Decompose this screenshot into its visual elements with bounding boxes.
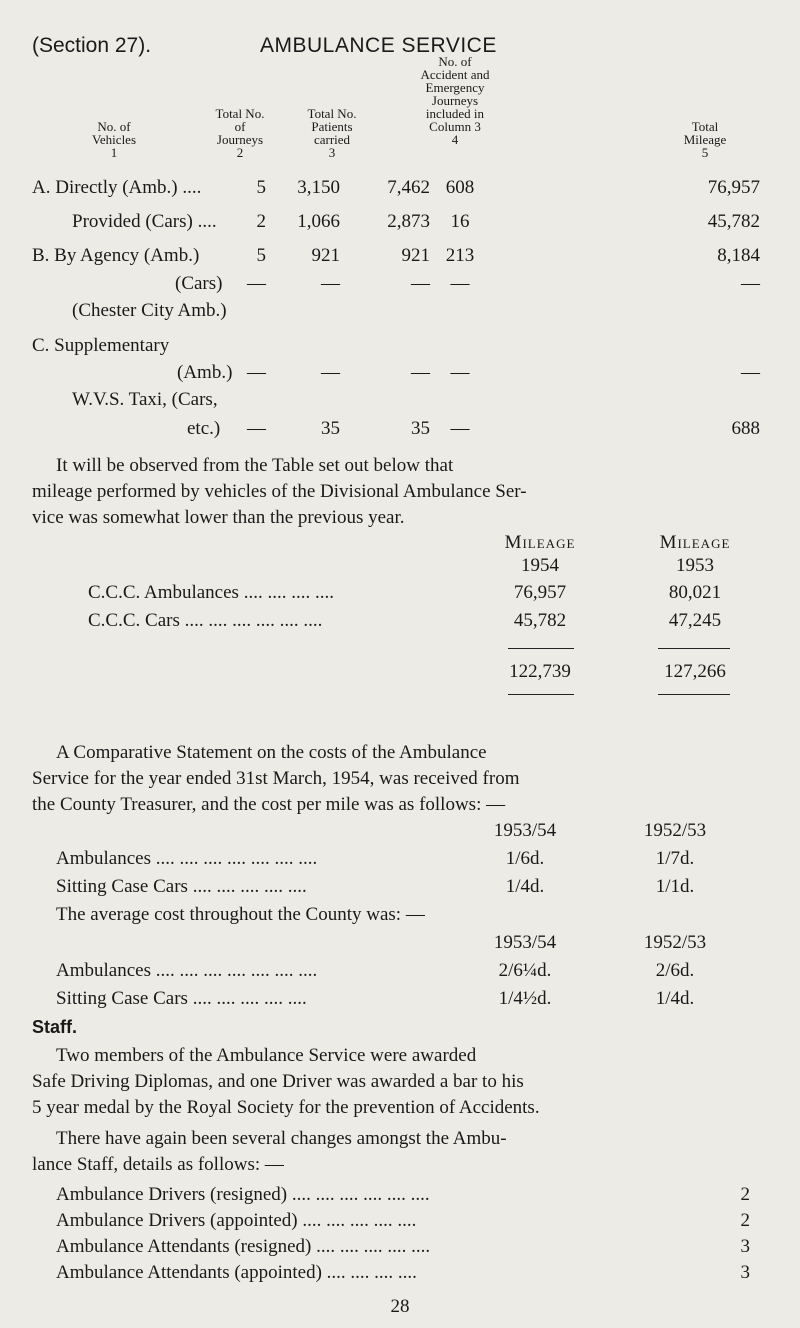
- table-row-label: (Amb.): [177, 362, 233, 383]
- table-cell: —: [247, 418, 266, 439]
- table-cell: 1/7d.: [655, 848, 695, 869]
- table-cell: 3,150: [297, 177, 340, 198]
- table-cell: —: [321, 362, 340, 383]
- table-cell: 1,066: [297, 211, 340, 232]
- table-cell: 16: [450, 211, 470, 232]
- paragraph-line: Service for the year ended 31st March, 1954, was received from: [32, 768, 520, 789]
- table-cell: —: [450, 418, 470, 439]
- table-row-label: B. By Agency (Amb.): [32, 245, 200, 266]
- table-cell: 8,184: [717, 245, 760, 266]
- table-row-label: (Cars): [175, 273, 223, 294]
- paragraph-line: vice was somewhat lower than the previous year.: [32, 507, 405, 528]
- table-cell: 45,782: [513, 610, 567, 631]
- table-cell: —: [450, 273, 470, 294]
- table-row-label: Sitting Case Cars .... .... .... .... ....: [56, 876, 307, 897]
- paragraph-line: A Comparative Statement on the costs of the Ambulance: [56, 742, 487, 763]
- col-header-accident-emergency: No. of Accident and Emergency Journeys included in Column 3 4: [420, 54, 490, 147]
- table-cell: 1/4d.: [505, 876, 545, 897]
- table-cell: 45,782: [707, 211, 760, 232]
- table-row-label: C.C.C. Ambulances .... .... .... ....: [88, 582, 334, 603]
- table-row-label: Ambulances .... .... .... .... .... .... ....: [56, 960, 318, 981]
- paragraph-line: the County Treasurer, and the cost per mile was as follows: —: [32, 794, 506, 815]
- table-cell: 213: [445, 245, 475, 266]
- table-cell: 35: [411, 418, 430, 439]
- table-cell: 921: [401, 245, 430, 266]
- table-cell: —: [411, 273, 430, 294]
- table-cell: —: [247, 273, 266, 294]
- average-cost-text: The average cost throughout the County was: —: [56, 904, 425, 925]
- table-cell: —: [741, 362, 760, 383]
- column-year: 1954: [521, 555, 559, 576]
- table-cell: 80,021: [668, 582, 722, 603]
- table-cell: 921: [311, 245, 340, 266]
- staff-heading: Staff.: [32, 1017, 77, 1037]
- list-item-count: 2: [740, 1184, 750, 1205]
- table-cell: —: [741, 273, 760, 294]
- table-row-label: A. Directly (Amb.) ....: [32, 177, 202, 198]
- list-item-label: Ambulance Attendants (resigned) .... .... .... .... ....: [56, 1236, 431, 1257]
- table-row-label: etc.): [187, 418, 221, 439]
- column-header: Mileage: [659, 532, 731, 553]
- column-year: 1952/53: [643, 932, 707, 953]
- table-cell: 1/1d.: [655, 876, 695, 897]
- column-year: 1953/54: [493, 932, 557, 953]
- list-item-count: 3: [740, 1236, 750, 1257]
- table-row-label: (Chester City Amb.): [72, 300, 227, 321]
- section-label: (Section 27).: [32, 34, 152, 57]
- table-row-label: C.C.C. Cars .... .... .... .... .... ....: [88, 610, 323, 631]
- paragraph-line: Safe Driving Diplomas, and one Driver was awarded a bar to his: [32, 1071, 524, 1092]
- column-year: 1953: [676, 555, 714, 576]
- paragraph-line: It will be observed from the Table set out below that: [56, 455, 454, 476]
- table-row-label: Provided (Cars) ....: [72, 211, 217, 232]
- table-cell: 1/4d.: [655, 988, 695, 1009]
- table-cell: 2,873: [387, 211, 430, 232]
- paragraph-line: There have again been several changes amongst the Ambu-: [56, 1128, 507, 1149]
- paragraph-line: 5 year medal by the Royal Society for the prevention of Accidents.: [32, 1097, 540, 1118]
- col-header-journeys: Total No. of Journeys 2: [215, 106, 265, 160]
- table-cell: 608: [445, 177, 475, 198]
- table-row-label: W.V.S. Taxi, (Cars,: [72, 389, 218, 410]
- list-item-label: Ambulance Drivers (appointed) .... .... .... .... ....: [56, 1210, 417, 1231]
- column-year: 1952/53: [643, 820, 707, 841]
- table-cell: 2: [256, 211, 266, 232]
- table-cell: 47,245: [668, 610, 722, 631]
- column-header: Mileage: [504, 532, 576, 553]
- table-row-label: Sitting Case Cars .... .... .... .... ....: [56, 988, 307, 1009]
- total-rule: [508, 648, 574, 649]
- paragraph-line: lance Staff, details as follows: —: [32, 1154, 284, 1175]
- list-item-label: Ambulance Attendants (appointed) .... .... .... ....: [56, 1262, 417, 1283]
- table-cell: 76,957: [513, 582, 567, 603]
- table-cell: 1/6d.: [505, 848, 545, 869]
- table-cell: —: [247, 362, 266, 383]
- table-row-label: Ambulances .... .... .... .... .... .... ....: [56, 848, 318, 869]
- total-rule: [658, 694, 730, 695]
- table-cell: 35: [321, 418, 340, 439]
- page-number: 28: [390, 1296, 410, 1317]
- table-row-label: C. Supplementary: [32, 335, 170, 356]
- total-cell: 127,266: [664, 661, 726, 682]
- table-cell: 2/6d.: [655, 960, 695, 981]
- table-cell: —: [450, 362, 470, 383]
- table-cell: 7,462: [387, 177, 430, 198]
- table-cell: 5: [256, 245, 266, 266]
- total-rule: [508, 694, 574, 695]
- col-header-mileage: Total Mileage 5: [683, 119, 727, 160]
- list-item-count: 3: [740, 1262, 750, 1283]
- table-cell: —: [411, 362, 430, 383]
- table-cell: 5: [256, 177, 266, 198]
- paragraph-line: Two members of the Ambulance Service were awarded: [56, 1045, 477, 1066]
- column-year: 1953/54: [493, 820, 557, 841]
- total-rule: [658, 648, 730, 649]
- table-cell: 76,957: [707, 177, 760, 198]
- table-cell: 688: [731, 418, 760, 439]
- list-item-label: Ambulance Drivers (resigned) .... .... .... .... .... ....: [56, 1184, 430, 1205]
- page-title: AMBULANCE SERVICE: [260, 34, 497, 57]
- table-cell: —: [321, 273, 340, 294]
- col-header-vehicles: No. of Vehicles 1: [91, 119, 137, 160]
- table-cell: 2/6¼d.: [498, 960, 552, 981]
- list-item-count: 2: [740, 1210, 750, 1231]
- table-cell: 1/4½d.: [498, 988, 552, 1009]
- col-header-patients: Total No. Patients carried 3: [307, 106, 357, 160]
- total-cell: 122,739: [509, 661, 571, 682]
- paragraph-line: mileage performed by vehicles of the Divisional Ambulance Ser-: [32, 481, 527, 502]
